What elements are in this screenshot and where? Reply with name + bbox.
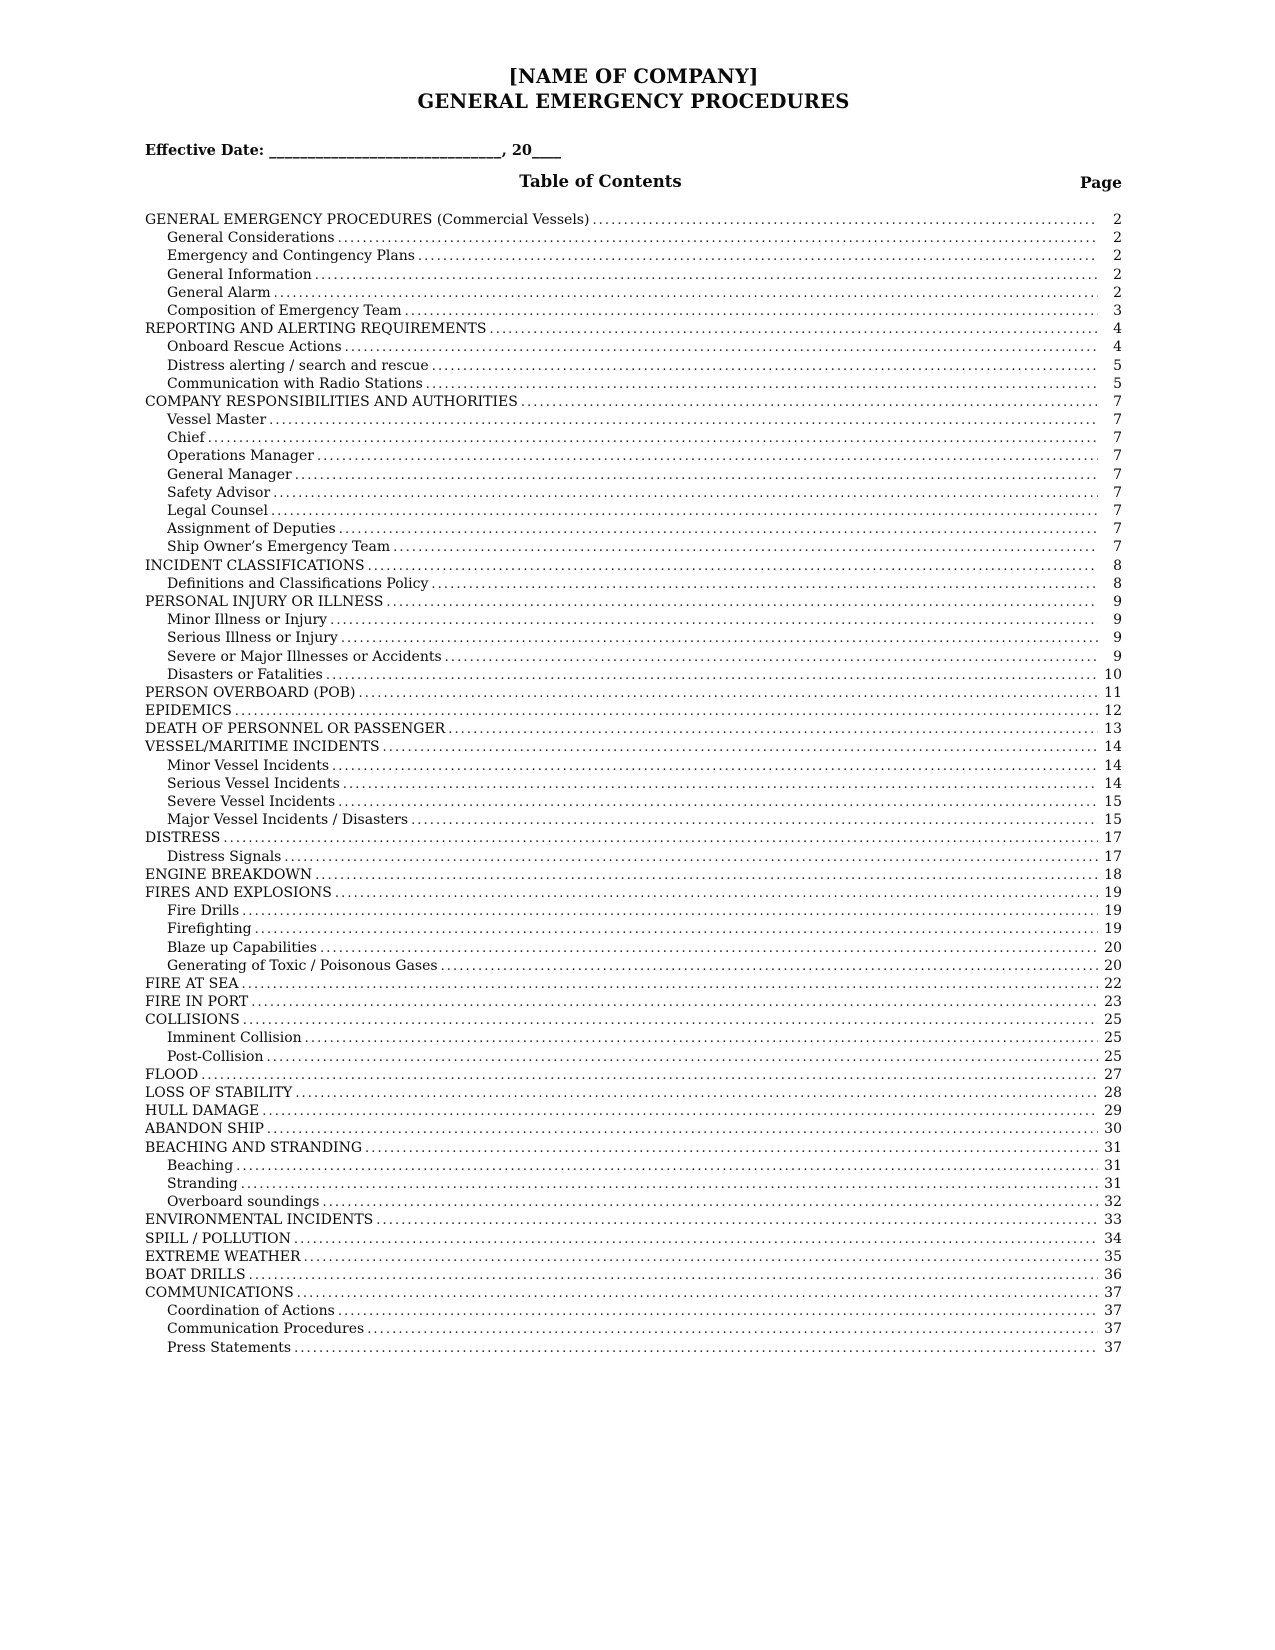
toc-dot-leader bbox=[448, 721, 1098, 737]
toc-entry bbox=[145, 1049, 1122, 1067]
toc-entry-page: 14 bbox=[1104, 757, 1122, 774]
toc-entry bbox=[145, 394, 1122, 412]
toc-entry-page: 27 bbox=[1104, 1066, 1122, 1083]
toc-entry-label: Post-Collision bbox=[167, 1048, 264, 1065]
toc-entry bbox=[145, 667, 1122, 685]
toc-entry-page: 7 bbox=[1113, 393, 1122, 410]
toc-dot-leader bbox=[305, 1030, 1098, 1046]
toc-entry bbox=[145, 812, 1122, 830]
toc-entry-label: General Manager bbox=[167, 466, 292, 483]
toc-entry-label: Firefighting bbox=[167, 921, 252, 938]
toc-entry bbox=[145, 503, 1122, 521]
toc-entry-label: VESSEL/MARITIME INCIDENTS bbox=[145, 739, 380, 756]
toc-entry-page: 2 bbox=[1113, 284, 1122, 301]
toc-entry-label: ABANDON SHIP bbox=[145, 1121, 264, 1138]
toc-entry-page: 20 bbox=[1104, 957, 1122, 974]
toc-entry-page: 22 bbox=[1104, 975, 1122, 992]
toc-dot-leader bbox=[332, 758, 1098, 774]
toc-dot-leader bbox=[269, 412, 1098, 428]
toc-entry bbox=[145, 1212, 1122, 1230]
toc-entry-page: 34 bbox=[1104, 1230, 1122, 1247]
toc-dot-leader bbox=[236, 1158, 1098, 1174]
toc-entry bbox=[145, 776, 1122, 794]
toc-entry-label: Legal Counsel bbox=[167, 503, 268, 519]
toc-entry bbox=[145, 1103, 1122, 1121]
toc-entry-label: Emergency and Contingency Plans bbox=[167, 248, 415, 265]
toc-entry-label: LOSS OF STABILITY bbox=[145, 1085, 293, 1101]
toc-dot-leader bbox=[341, 630, 1098, 646]
toc-dot-leader bbox=[368, 558, 1098, 574]
toc-entry bbox=[145, 758, 1122, 776]
toc-entry-label: Communication with Radio Stations bbox=[167, 375, 423, 392]
toc-entry bbox=[145, 1140, 1122, 1158]
toc-entry-page: 11 bbox=[1104, 684, 1122, 701]
toc-dot-leader bbox=[304, 1249, 1098, 1265]
toc-dot-leader bbox=[489, 321, 1098, 337]
toc-entry-label: HULL DAMAGE bbox=[145, 1103, 260, 1120]
toc-entry-page: 2 bbox=[1113, 266, 1122, 283]
toc-entry-label: General Considerations bbox=[167, 230, 335, 247]
toc-entry-page: 32 bbox=[1104, 1194, 1122, 1211]
toc-entry-page: 25 bbox=[1104, 1048, 1122, 1065]
toc-entry-page: 20 bbox=[1104, 939, 1122, 956]
toc-entry bbox=[145, 867, 1122, 885]
toc-entry-label: Safety Advisor bbox=[167, 484, 271, 501]
toc-entry-label: Chief bbox=[167, 430, 205, 447]
effective-date-year-suffix: , 20____ bbox=[501, 142, 562, 159]
toc-entry-label: Minor Vessel Incidents bbox=[167, 757, 330, 774]
toc-entry-label: Press Statements bbox=[167, 1339, 292, 1356]
toc-entry-page: 10 bbox=[1104, 666, 1122, 683]
toc-entry-label: Assignment of Deputies bbox=[167, 521, 336, 538]
toc-entry bbox=[145, 1303, 1122, 1321]
toc-entry-page: 30 bbox=[1104, 1121, 1122, 1138]
toc-entry-label: COMMUNICATIONS bbox=[145, 1285, 294, 1302]
toc-entry-page: 25 bbox=[1104, 1030, 1122, 1047]
toc-entry-page: 4 bbox=[1113, 321, 1122, 338]
toc-dot-leader bbox=[359, 685, 1098, 701]
toc-entry-page: 35 bbox=[1104, 1248, 1122, 1265]
toc-dot-leader bbox=[284, 849, 1098, 865]
toc-entry-label: Serious Illness or Injury bbox=[167, 630, 338, 647]
toc-entry-page: 4 bbox=[1113, 339, 1122, 356]
toc-dot-leader bbox=[418, 248, 1098, 264]
toc-entry bbox=[145, 1267, 1122, 1285]
toc-entry bbox=[145, 630, 1122, 648]
toc-entry-page: 7 bbox=[1113, 484, 1122, 501]
toc-entry bbox=[145, 1030, 1122, 1048]
toc-entry-label: Major Vessel Incidents / Disasters bbox=[167, 812, 409, 829]
toc-dot-leader bbox=[326, 667, 1098, 683]
toc-dot-leader bbox=[295, 467, 1098, 483]
toc-entry-page: 5 bbox=[1113, 375, 1122, 392]
toc-entry bbox=[145, 994, 1122, 1012]
toc-entry-label: Fire Drills bbox=[167, 903, 240, 920]
toc-dot-leader bbox=[441, 958, 1098, 974]
toc-dot-leader bbox=[338, 1303, 1098, 1319]
toc-entry bbox=[145, 485, 1122, 503]
toc-entry-page: 15 bbox=[1104, 794, 1122, 810]
toc-entry bbox=[145, 1340, 1122, 1358]
toc-entry-page: 5 bbox=[1113, 357, 1122, 374]
toc-entry-label: DEATH OF PERSONNEL OR PASSENGER bbox=[145, 721, 446, 738]
toc-list bbox=[145, 212, 1122, 1358]
toc-entry bbox=[145, 1012, 1122, 1030]
toc-entry bbox=[145, 794, 1122, 812]
toc-dot-leader bbox=[241, 1176, 1098, 1192]
toc-entry-page: 14 bbox=[1104, 739, 1122, 756]
toc-dot-leader bbox=[294, 1340, 1098, 1356]
toc-entry-label: Disasters or Fatalities bbox=[167, 666, 323, 683]
toc-dot-leader bbox=[431, 576, 1098, 592]
toc-dot-leader bbox=[294, 1231, 1098, 1247]
toc-dot-leader bbox=[317, 448, 1098, 464]
toc-entry bbox=[145, 594, 1122, 612]
toc-entry-label: Blaze up Capabilities bbox=[167, 939, 317, 956]
toc-entry bbox=[145, 1231, 1122, 1249]
toc-dot-leader bbox=[386, 594, 1098, 610]
toc-entry-page: 23 bbox=[1104, 994, 1122, 1011]
toc-entry bbox=[145, 721, 1122, 739]
toc-entry bbox=[145, 376, 1122, 394]
toc-entry bbox=[145, 612, 1122, 630]
toc-dot-leader bbox=[405, 303, 1098, 319]
toc-entry bbox=[145, 921, 1122, 939]
toc-entry-label: COMPANY RESPONSIBILITIES AND AUTHORITIES bbox=[145, 393, 518, 410]
toc-entry-page: 7 bbox=[1113, 539, 1122, 556]
toc-entry-label: EPIDEMICS bbox=[145, 703, 232, 720]
toc-entry-label: BOAT DRILLS bbox=[145, 1266, 246, 1283]
toc-entry bbox=[145, 358, 1122, 376]
toc-dot-leader bbox=[376, 1212, 1098, 1228]
toc-dot-leader bbox=[338, 794, 1098, 810]
toc-entry-label: FIRES AND EXPLOSIONS bbox=[145, 884, 332, 901]
effective-date-label: Effective Date: bbox=[145, 142, 265, 159]
toc-dot-leader bbox=[315, 867, 1098, 883]
effective-date-line bbox=[145, 142, 1122, 159]
toc-entry-page: 17 bbox=[1104, 848, 1122, 865]
toc-entry-label: Minor Illness or Injury bbox=[167, 612, 328, 629]
toc-dot-leader bbox=[345, 339, 1098, 355]
toc-entry-label: REPORTING AND ALERTING REQUIREMENTS bbox=[145, 321, 487, 338]
toc-entry-label: Distress Signals bbox=[167, 848, 282, 865]
toc-entry-label: FIRE AT SEA bbox=[145, 975, 239, 992]
toc-dot-leader bbox=[273, 485, 1098, 501]
toc-dot-leader bbox=[592, 212, 1098, 228]
toc-title: Table of Contents bbox=[519, 172, 682, 191]
toc-entry-page: 37 bbox=[1104, 1339, 1122, 1356]
toc-entry bbox=[145, 1085, 1122, 1103]
toc-entry-label: PERSONAL INJURY OR ILLNESS bbox=[145, 593, 384, 610]
toc-dot-leader bbox=[243, 1012, 1098, 1028]
toc-dot-leader bbox=[383, 739, 1098, 755]
toc-entry-label: GENERAL EMERGENCY PROCEDURES (Commercial Vessels) bbox=[145, 212, 590, 228]
toc-entry-label: Serious Vessel Incidents bbox=[167, 775, 340, 792]
toc-entry-label: DISTRESS bbox=[145, 830, 221, 847]
toc-entry-label: INCIDENT CLASSIFICATIONS bbox=[145, 557, 365, 574]
toc-entry-page: 7 bbox=[1113, 412, 1122, 429]
toc-dot-leader bbox=[365, 1140, 1098, 1156]
document-title-block bbox=[145, 64, 1122, 114]
toc-entry-page: 2 bbox=[1113, 230, 1122, 247]
toc-dot-leader bbox=[255, 921, 1098, 937]
toc-page-column-label: Page bbox=[1080, 173, 1122, 192]
toc-dot-leader bbox=[235, 703, 1098, 719]
toc-entry bbox=[145, 976, 1122, 994]
toc-entry-label: Overboard soundings bbox=[167, 1194, 320, 1211]
toc-entry-label: BEACHING AND STRANDING bbox=[145, 1139, 363, 1156]
toc-entry-label: Imminent Collision bbox=[167, 1030, 302, 1047]
toc-entry bbox=[145, 1121, 1122, 1139]
toc-entry-page: 17 bbox=[1104, 830, 1122, 847]
toc-entry bbox=[145, 448, 1122, 466]
toc-dot-leader bbox=[445, 649, 1098, 665]
toc-entry bbox=[145, 685, 1122, 703]
toc-dot-leader bbox=[201, 1067, 1098, 1083]
toc-entry-page: 7 bbox=[1113, 521, 1122, 538]
toc-entry bbox=[145, 703, 1122, 721]
toc-entry-page: 36 bbox=[1104, 1266, 1122, 1283]
toc-dot-leader bbox=[426, 376, 1098, 392]
toc-entry-label: Generating of Toxic / Poisonous Gases bbox=[167, 957, 438, 974]
toc-dot-leader bbox=[315, 267, 1098, 283]
toc-entry bbox=[145, 1158, 1122, 1176]
toc-dot-leader bbox=[320, 940, 1098, 956]
toc-dot-leader bbox=[322, 1194, 1098, 1210]
toc-entry bbox=[145, 467, 1122, 485]
toc-dot-leader bbox=[223, 830, 1098, 846]
toc-dot-leader bbox=[393, 539, 1098, 555]
toc-dot-leader bbox=[251, 994, 1098, 1010]
toc-entry bbox=[145, 230, 1122, 248]
toc-entry-label: Severe Vessel Incidents bbox=[167, 794, 336, 810]
toc-entry-page: 31 bbox=[1104, 1175, 1122, 1192]
toc-entry bbox=[145, 539, 1122, 557]
toc-entry-page: 28 bbox=[1104, 1085, 1122, 1101]
toc-dot-leader bbox=[335, 885, 1098, 901]
toc-entry bbox=[145, 267, 1122, 285]
toc-entry bbox=[145, 521, 1122, 539]
toc-dot-leader bbox=[338, 230, 1098, 246]
toc-entry bbox=[145, 248, 1122, 266]
toc-entry-label: Distress alerting / search and rescue bbox=[167, 357, 429, 374]
toc-dot-leader bbox=[330, 612, 1098, 628]
toc-entry-page: 15 bbox=[1104, 812, 1122, 829]
toc-entry-page: 25 bbox=[1104, 1012, 1122, 1029]
document-title: GENERAL EMERGENCY PROCEDURES bbox=[417, 90, 850, 113]
toc-entry-page: 7 bbox=[1113, 448, 1122, 465]
toc-entry-label: Coordination of Actions bbox=[167, 1303, 335, 1320]
toc-dot-leader bbox=[274, 285, 1098, 301]
toc-entry-label: PERSON OVERBOARD (POB) bbox=[145, 684, 356, 701]
toc-entry-label: Operations Manager bbox=[167, 448, 314, 465]
toc-entry-page: 19 bbox=[1104, 903, 1122, 920]
toc-entry bbox=[145, 649, 1122, 667]
toc-entry bbox=[145, 430, 1122, 448]
toc-entry-page: 19 bbox=[1104, 884, 1122, 901]
toc-entry-page: 9 bbox=[1113, 630, 1122, 647]
toc-dot-leader bbox=[521, 394, 1098, 410]
toc-entry-page: 19 bbox=[1104, 921, 1122, 938]
toc-entry-page: 18 bbox=[1104, 866, 1122, 883]
toc-entry bbox=[145, 1285, 1122, 1303]
toc-entry-label: FLOOD bbox=[145, 1066, 199, 1083]
toc-entry-page: 14 bbox=[1104, 775, 1122, 792]
toc-entry-page: 33 bbox=[1104, 1212, 1122, 1229]
toc-heading-row bbox=[145, 172, 1122, 196]
toc-entry-label: General Information bbox=[167, 266, 312, 283]
toc-entry bbox=[145, 885, 1122, 903]
toc-dot-leader bbox=[297, 1285, 1098, 1301]
toc-dot-leader bbox=[343, 776, 1098, 792]
toc-entry-page: 7 bbox=[1113, 430, 1122, 447]
toc-entry-label: Stranding bbox=[167, 1175, 238, 1192]
toc-dot-leader bbox=[367, 1321, 1098, 1337]
toc-entry bbox=[145, 303, 1122, 321]
toc-entry-page: 29 bbox=[1104, 1103, 1122, 1120]
company-name-title: [NAME OF COMPANY] bbox=[508, 65, 759, 88]
toc-entry bbox=[145, 339, 1122, 357]
toc-entry bbox=[145, 1067, 1122, 1085]
toc-entry-label: Communication Procedures bbox=[167, 1321, 365, 1338]
toc-entry-page: 31 bbox=[1104, 1139, 1122, 1156]
toc-entry-label: Definitions and Classifications Policy bbox=[167, 575, 429, 592]
toc-entry-page: 9 bbox=[1113, 648, 1122, 665]
toc-entry bbox=[145, 412, 1122, 430]
toc-entry-page: 2 bbox=[1113, 248, 1122, 265]
toc-entry-page: 9 bbox=[1113, 612, 1122, 629]
toc-entry-page: 8 bbox=[1113, 557, 1122, 574]
toc-entry-label: Severe or Major Illnesses or Accidents bbox=[167, 648, 442, 665]
toc-entry-label: Onboard Rescue Actions bbox=[167, 339, 342, 356]
toc-entry-label: ENVIRONMENTAL INCIDENTS bbox=[145, 1212, 374, 1229]
toc-entry-label: Beaching bbox=[167, 1157, 234, 1174]
toc-entry-page: 37 bbox=[1104, 1303, 1122, 1320]
toc-dot-leader bbox=[242, 903, 1098, 919]
toc-entry-label: Composition of Emergency Team bbox=[167, 302, 402, 319]
toc-entry bbox=[145, 285, 1122, 303]
toc-entry-page: 3 bbox=[1113, 302, 1122, 319]
toc-entry bbox=[145, 212, 1122, 230]
toc-entry bbox=[145, 830, 1122, 848]
toc-dot-leader bbox=[267, 1049, 1098, 1065]
toc-entry-page: 12 bbox=[1104, 703, 1122, 720]
toc-entry bbox=[145, 1176, 1122, 1194]
toc-entry bbox=[145, 1194, 1122, 1212]
toc-entry-label: FIRE IN PORT bbox=[145, 994, 249, 1011]
toc-dot-leader bbox=[432, 358, 1098, 374]
toc-dot-leader bbox=[339, 521, 1098, 537]
toc-dot-leader bbox=[411, 812, 1098, 828]
toc-entry-page: 8 bbox=[1113, 575, 1122, 592]
toc-dot-leader bbox=[271, 503, 1098, 519]
toc-dot-leader bbox=[249, 1267, 1098, 1283]
toc-entry-label: SPILL / POLLUTION bbox=[145, 1230, 291, 1247]
toc-dot-leader bbox=[295, 1085, 1098, 1101]
toc-entry bbox=[145, 321, 1122, 339]
toc-entry bbox=[145, 1321, 1122, 1339]
toc-entry-label: COLLISIONS bbox=[145, 1012, 240, 1029]
toc-dot-leader bbox=[208, 430, 1098, 446]
toc-entry-page: 37 bbox=[1104, 1321, 1122, 1338]
toc-dot-leader bbox=[242, 976, 1098, 992]
toc-entry-page: 2 bbox=[1113, 212, 1122, 228]
toc-entry bbox=[145, 739, 1122, 757]
toc-entry bbox=[145, 576, 1122, 594]
toc-dot-leader bbox=[267, 1121, 1098, 1137]
toc-entry bbox=[145, 903, 1122, 921]
toc-entry-page: 37 bbox=[1104, 1285, 1122, 1302]
toc-entry bbox=[145, 940, 1122, 958]
toc-entry bbox=[145, 958, 1122, 976]
toc-entry-page: 7 bbox=[1113, 466, 1122, 483]
toc-entry-label: Ship Owner’s Emergency Team bbox=[167, 539, 391, 556]
toc-entry bbox=[145, 849, 1122, 867]
toc-entry-page: 13 bbox=[1104, 721, 1122, 738]
toc-entry bbox=[145, 1249, 1122, 1267]
effective-date-blank: ______________________________ bbox=[269, 142, 502, 159]
toc-entry bbox=[145, 558, 1122, 576]
toc-entry-page: 7 bbox=[1113, 503, 1122, 519]
toc-entry-page: 9 bbox=[1113, 593, 1122, 610]
toc-dot-leader bbox=[262, 1103, 1098, 1119]
toc-entry-page: 31 bbox=[1104, 1157, 1122, 1174]
toc-entry-label: EXTREME WEATHER bbox=[145, 1248, 301, 1265]
toc-entry-label: ENGINE BREAKDOWN bbox=[145, 866, 313, 883]
toc-entry-label: General Alarm bbox=[167, 284, 271, 301]
toc-entry-label: Vessel Master bbox=[167, 412, 267, 429]
